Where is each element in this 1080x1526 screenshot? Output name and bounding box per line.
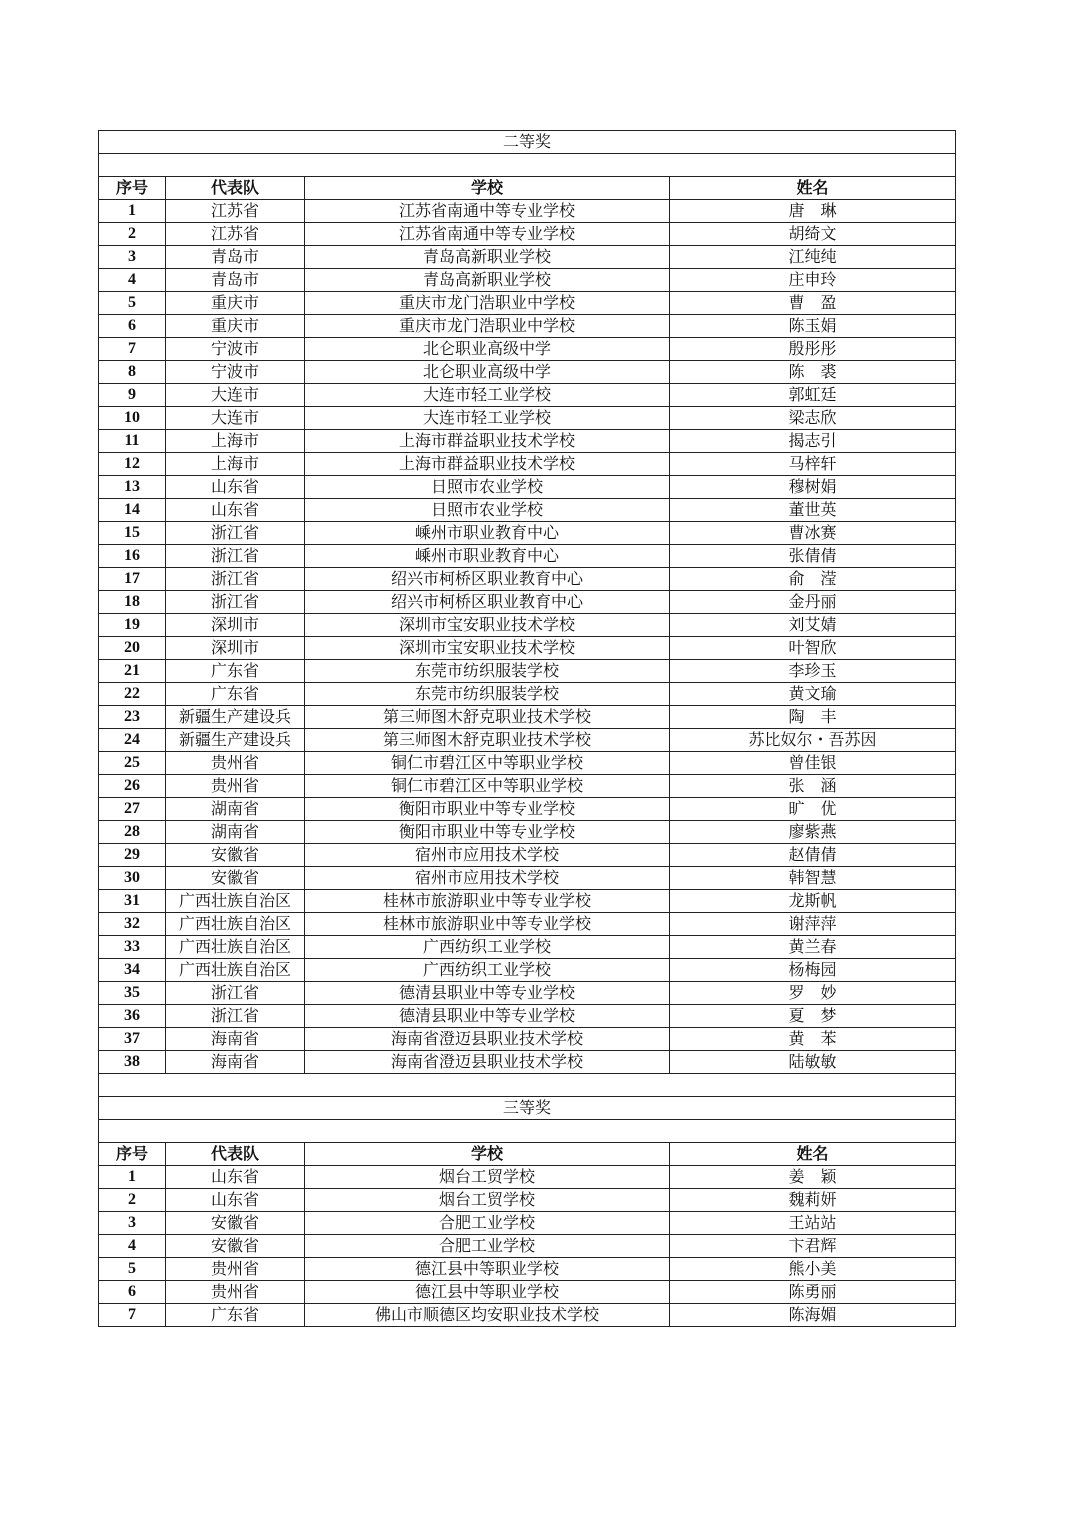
table-row xyxy=(99,959,956,982)
row-name: 穆树娟 xyxy=(670,476,956,499)
row-school: 第三师图木舒克职业技术学校 xyxy=(305,729,670,752)
row-team: 安徽省 xyxy=(166,844,305,867)
row-school: 烟台工贸学校 xyxy=(305,1166,670,1189)
row-index: 20 xyxy=(99,637,166,660)
row-school: 大连市轻工业学校 xyxy=(305,407,670,430)
row-index: 4 xyxy=(99,269,166,292)
row-team: 浙江省 xyxy=(166,522,305,545)
row-name: 卞君辉 xyxy=(670,1235,956,1258)
row-name: 陈勇丽 xyxy=(670,1281,956,1304)
table-row xyxy=(99,660,956,683)
table-row xyxy=(99,1166,956,1189)
row-index: 32 xyxy=(99,913,166,936)
row-team: 贵州省 xyxy=(166,752,305,775)
row-team: 青岛市 xyxy=(166,246,305,269)
row-team: 大连市 xyxy=(166,384,305,407)
row-school: 江苏省南通中等专业学校 xyxy=(305,200,670,223)
table-row xyxy=(99,1304,956,1327)
table-row xyxy=(99,568,956,591)
table-row xyxy=(99,1005,956,1028)
row-school: 江苏省南通中等专业学校 xyxy=(305,223,670,246)
row-team: 重庆市 xyxy=(166,292,305,315)
row-team: 山东省 xyxy=(166,1189,305,1212)
section-title-row xyxy=(99,1097,956,1120)
row-team: 浙江省 xyxy=(166,982,305,1005)
row-team: 广西壮族自治区 xyxy=(166,936,305,959)
row-name: 李珍玉 xyxy=(670,660,956,683)
row-team: 上海市 xyxy=(166,430,305,453)
table-row xyxy=(99,821,956,844)
row-school: 海南省澄迈县职业技术学校 xyxy=(305,1051,670,1074)
row-team: 宁波市 xyxy=(166,361,305,384)
row-index: 4 xyxy=(99,1235,166,1258)
school-header: 学校 xyxy=(305,1143,670,1166)
row-name: 殷彤彤 xyxy=(670,338,956,361)
table-row xyxy=(99,1051,956,1074)
row-school: 绍兴市柯桥区职业教育中心 xyxy=(305,568,670,591)
row-index: 23 xyxy=(99,706,166,729)
table-row xyxy=(99,430,956,453)
row-index: 27 xyxy=(99,798,166,821)
row-name: 马梓轩 xyxy=(670,453,956,476)
row-name: 陆敏敏 xyxy=(670,1051,956,1074)
row-team: 山东省 xyxy=(166,476,305,499)
table-row xyxy=(99,1235,956,1258)
row-team: 广东省 xyxy=(166,683,305,706)
table-row xyxy=(99,798,956,821)
row-name: 熊小美 xyxy=(670,1258,956,1281)
row-index: 17 xyxy=(99,568,166,591)
row-index: 14 xyxy=(99,499,166,522)
table-row xyxy=(99,200,956,223)
row-index: 11 xyxy=(99,430,166,453)
row-name: 金丹丽 xyxy=(670,591,956,614)
row-school: 合肥工业学校 xyxy=(305,1212,670,1235)
row-school: 德清县职业中等专业学校 xyxy=(305,1005,670,1028)
row-index: 15 xyxy=(99,522,166,545)
header-row xyxy=(99,177,956,200)
row-index: 31 xyxy=(99,890,166,913)
row-team: 湖南省 xyxy=(166,821,305,844)
row-team: 广西壮族自治区 xyxy=(166,913,305,936)
table-row xyxy=(99,384,956,407)
row-school: 上海市群益职业技术学校 xyxy=(305,453,670,476)
table-row xyxy=(99,361,956,384)
row-school: 广西纺织工业学校 xyxy=(305,936,670,959)
table-row xyxy=(99,1212,956,1235)
row-school: 第三师图木舒克职业技术学校 xyxy=(305,706,670,729)
awards-table xyxy=(98,130,956,1327)
table-row xyxy=(99,591,956,614)
row-index: 34 xyxy=(99,959,166,982)
row-team: 广东省 xyxy=(166,660,305,683)
row-team: 浙江省 xyxy=(166,568,305,591)
row-name: 苏比奴尔・吾苏因 xyxy=(670,729,956,752)
row-school: 青岛高新职业学校 xyxy=(305,269,670,292)
row-name: 陶 丰 xyxy=(670,706,956,729)
row-index: 21 xyxy=(99,660,166,683)
row-name: 叶智欣 xyxy=(670,637,956,660)
row-school: 德清县职业中等专业学校 xyxy=(305,982,670,1005)
row-name: 旷 优 xyxy=(670,798,956,821)
table-row xyxy=(99,1189,956,1212)
row-index: 5 xyxy=(99,292,166,315)
table-row xyxy=(99,545,956,568)
name-header: 姓名 xyxy=(670,1143,956,1166)
row-school: 深圳市宝安职业技术学校 xyxy=(305,614,670,637)
table-row xyxy=(99,752,956,775)
table-row xyxy=(99,223,956,246)
row-index: 18 xyxy=(99,591,166,614)
row-index: 28 xyxy=(99,821,166,844)
row-school: 绍兴市柯桥区职业教育中心 xyxy=(305,591,670,614)
table-row xyxy=(99,729,956,752)
row-name: 王站站 xyxy=(670,1212,956,1235)
row-team: 贵州省 xyxy=(166,1281,305,1304)
table-row xyxy=(99,269,956,292)
row-school: 桂林市旅游职业中等专业学校 xyxy=(305,890,670,913)
table-row xyxy=(99,890,956,913)
row-index: 9 xyxy=(99,384,166,407)
row-index: 10 xyxy=(99,407,166,430)
row-name: 赵倩倩 xyxy=(670,844,956,867)
table-row xyxy=(99,614,956,637)
row-index: 19 xyxy=(99,614,166,637)
section-title: 二等奖 xyxy=(99,131,956,154)
row-index: 16 xyxy=(99,545,166,568)
blank-cell xyxy=(99,1120,956,1143)
row-index: 6 xyxy=(99,315,166,338)
row-school: 东莞市纺织服装学校 xyxy=(305,660,670,683)
row-school: 宿州市应用技术学校 xyxy=(305,844,670,867)
row-school: 铜仁市碧江区中等职业学校 xyxy=(305,752,670,775)
row-school: 大连市轻工业学校 xyxy=(305,384,670,407)
row-team: 海南省 xyxy=(166,1028,305,1051)
row-name: 黄兰春 xyxy=(670,936,956,959)
row-name: 唐 琳 xyxy=(670,200,956,223)
row-team: 宁波市 xyxy=(166,338,305,361)
row-index: 29 xyxy=(99,844,166,867)
row-name: 龙斯帆 xyxy=(670,890,956,913)
row-team: 深圳市 xyxy=(166,637,305,660)
row-team: 安徽省 xyxy=(166,867,305,890)
row-name: 廖紫燕 xyxy=(670,821,956,844)
index-header: 序号 xyxy=(99,177,166,200)
table-row xyxy=(99,844,956,867)
row-index: 2 xyxy=(99,1189,166,1212)
table-row xyxy=(99,453,956,476)
blank-row xyxy=(99,1120,956,1143)
row-name: 张倩倩 xyxy=(670,545,956,568)
table-row xyxy=(99,246,956,269)
row-name: 揭志引 xyxy=(670,430,956,453)
row-index: 37 xyxy=(99,1028,166,1051)
row-team: 广东省 xyxy=(166,1304,305,1327)
row-school: 上海市群益职业技术学校 xyxy=(305,430,670,453)
row-index: 30 xyxy=(99,867,166,890)
row-team: 新疆生产建设兵 xyxy=(166,706,305,729)
row-name: 郭虹廷 xyxy=(670,384,956,407)
table-row xyxy=(99,1281,956,1304)
row-index: 2 xyxy=(99,223,166,246)
row-name: 罗 妙 xyxy=(670,982,956,1005)
row-index: 24 xyxy=(99,729,166,752)
row-school: 嵊州市职业教育中心 xyxy=(305,522,670,545)
row-team: 浙江省 xyxy=(166,545,305,568)
row-school: 合肥工业学校 xyxy=(305,1235,670,1258)
row-index: 8 xyxy=(99,361,166,384)
row-index: 7 xyxy=(99,338,166,361)
row-team: 湖南省 xyxy=(166,798,305,821)
row-name: 张 涵 xyxy=(670,775,956,798)
row-name: 刘艾婧 xyxy=(670,614,956,637)
row-index: 25 xyxy=(99,752,166,775)
row-name: 韩智慧 xyxy=(670,867,956,890)
team-header: 代表队 xyxy=(166,177,305,200)
row-school: 北仑职业高级中学 xyxy=(305,361,670,384)
row-name: 曹冰赛 xyxy=(670,522,956,545)
row-school: 桂林市旅游职业中等专业学校 xyxy=(305,913,670,936)
school-header: 学校 xyxy=(305,177,670,200)
blank-cell xyxy=(99,154,956,177)
header-row xyxy=(99,1143,956,1166)
row-name: 魏莉妍 xyxy=(670,1189,956,1212)
row-team: 安徽省 xyxy=(166,1212,305,1235)
table-row xyxy=(99,867,956,890)
index-header: 序号 xyxy=(99,1143,166,1166)
row-school: 铜仁市碧江区中等职业学校 xyxy=(305,775,670,798)
table-row xyxy=(99,913,956,936)
row-team: 江苏省 xyxy=(166,200,305,223)
table-row xyxy=(99,683,956,706)
section-title-row xyxy=(99,131,956,154)
row-school: 衡阳市职业中等专业学校 xyxy=(305,821,670,844)
row-name: 董世英 xyxy=(670,499,956,522)
name-header: 姓名 xyxy=(670,177,956,200)
row-team: 深圳市 xyxy=(166,614,305,637)
row-name: 黄 苯 xyxy=(670,1028,956,1051)
row-team: 上海市 xyxy=(166,453,305,476)
row-school: 日照市农业学校 xyxy=(305,476,670,499)
row-team: 海南省 xyxy=(166,1051,305,1074)
row-school: 嵊州市职业教育中心 xyxy=(305,545,670,568)
row-name: 梁志欣 xyxy=(670,407,956,430)
row-team: 广西壮族自治区 xyxy=(166,959,305,982)
row-name: 俞 滢 xyxy=(670,568,956,591)
row-team: 贵州省 xyxy=(166,775,305,798)
row-index: 5 xyxy=(99,1258,166,1281)
row-name: 曹 盈 xyxy=(670,292,956,315)
blank-cell xyxy=(99,1074,956,1097)
row-team: 贵州省 xyxy=(166,1258,305,1281)
table-row xyxy=(99,637,956,660)
row-team: 浙江省 xyxy=(166,1005,305,1028)
row-name: 黄文瑜 xyxy=(670,683,956,706)
row-school: 青岛高新职业学校 xyxy=(305,246,670,269)
row-index: 1 xyxy=(99,1166,166,1189)
row-index: 3 xyxy=(99,1212,166,1235)
table-row xyxy=(99,1258,956,1281)
row-school: 重庆市龙门浩职业中学校 xyxy=(305,315,670,338)
team-header: 代表队 xyxy=(166,1143,305,1166)
row-name: 曾佳银 xyxy=(670,752,956,775)
row-team: 江苏省 xyxy=(166,223,305,246)
table-row xyxy=(99,936,956,959)
row-name: 庄申玲 xyxy=(670,269,956,292)
row-team: 大连市 xyxy=(166,407,305,430)
row-school: 德江县中等职业学校 xyxy=(305,1258,670,1281)
row-school: 重庆市龙门浩职业中学校 xyxy=(305,292,670,315)
row-index: 26 xyxy=(99,775,166,798)
blank-row xyxy=(99,154,956,177)
row-name: 胡绮文 xyxy=(670,223,956,246)
section-title: 三等奖 xyxy=(99,1097,956,1120)
row-name: 陈海媚 xyxy=(670,1304,956,1327)
row-index: 22 xyxy=(99,683,166,706)
row-index: 6 xyxy=(99,1281,166,1304)
row-index: 36 xyxy=(99,1005,166,1028)
row-school: 日照市农业学校 xyxy=(305,499,670,522)
blank-row xyxy=(99,1074,956,1097)
row-name: 谢萍萍 xyxy=(670,913,956,936)
row-team: 重庆市 xyxy=(166,315,305,338)
row-team: 山东省 xyxy=(166,499,305,522)
row-school: 德江县中等职业学校 xyxy=(305,1281,670,1304)
row-school: 北仑职业高级中学 xyxy=(305,338,670,361)
row-team: 新疆生产建设兵 xyxy=(166,729,305,752)
row-index: 38 xyxy=(99,1051,166,1074)
row-team: 浙江省 xyxy=(166,591,305,614)
row-school: 佛山市顺德区均安职业技术学校 xyxy=(305,1304,670,1327)
row-name: 江纯纯 xyxy=(670,246,956,269)
row-team: 安徽省 xyxy=(166,1235,305,1258)
table-row xyxy=(99,476,956,499)
row-team: 青岛市 xyxy=(166,269,305,292)
table-row xyxy=(99,292,956,315)
row-name: 夏 梦 xyxy=(670,1005,956,1028)
row-school: 烟台工贸学校 xyxy=(305,1189,670,1212)
table-row xyxy=(99,338,956,361)
row-index: 12 xyxy=(99,453,166,476)
row-index: 1 xyxy=(99,200,166,223)
row-school: 广西纺织工业学校 xyxy=(305,959,670,982)
row-index: 3 xyxy=(99,246,166,269)
row-name: 姜 颖 xyxy=(670,1166,956,1189)
row-school: 宿州市应用技术学校 xyxy=(305,867,670,890)
table-row xyxy=(99,982,956,1005)
table-row xyxy=(99,499,956,522)
row-name: 杨梅园 xyxy=(670,959,956,982)
row-team: 山东省 xyxy=(166,1166,305,1189)
row-name: 陈 裘 xyxy=(670,361,956,384)
table-row xyxy=(99,706,956,729)
row-school: 海南省澄迈县职业技术学校 xyxy=(305,1028,670,1051)
row-school: 衡阳市职业中等专业学校 xyxy=(305,798,670,821)
row-index: 13 xyxy=(99,476,166,499)
row-school: 深圳市宝安职业技术学校 xyxy=(305,637,670,660)
table-row xyxy=(99,522,956,545)
table-row xyxy=(99,775,956,798)
table-row xyxy=(99,1028,956,1051)
table-row xyxy=(99,407,956,430)
row-index: 35 xyxy=(99,982,166,1005)
row-school: 东莞市纺织服装学校 xyxy=(305,683,670,706)
row-team: 广西壮族自治区 xyxy=(166,890,305,913)
row-index: 7 xyxy=(99,1304,166,1327)
row-name: 陈玉娟 xyxy=(670,315,956,338)
table-row xyxy=(99,315,956,338)
row-index: 33 xyxy=(99,936,166,959)
